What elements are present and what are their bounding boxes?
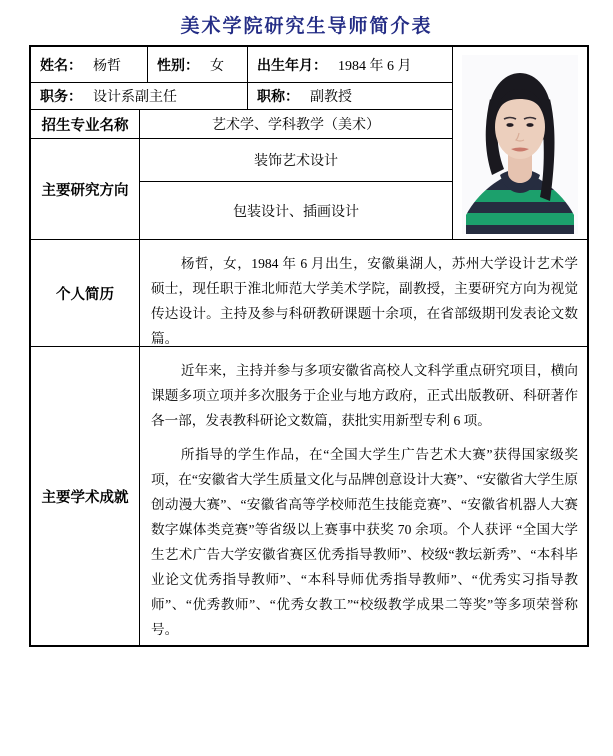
rank-label: 职称：: [257, 90, 299, 105]
birthdate-label: 出生年月：: [257, 58, 327, 74]
gender-cell: [148, 47, 248, 83]
major-label-cell: 招生专业名称: [31, 110, 140, 139]
gender-label: 性别：: [157, 58, 199, 74]
achievements-label-cell: 主要学术成就: [31, 347, 140, 645]
position-cell: [31, 83, 248, 110]
name-cell: [31, 47, 148, 83]
major-value-cell: 艺术学、学科教学（美术）: [140, 110, 453, 139]
gender-value: 女: [210, 58, 224, 74]
research-item-1: 装饰艺术设计: [140, 139, 453, 182]
research-item-2: 包装设计、插画设计: [140, 182, 453, 240]
rank-cell: [248, 83, 453, 110]
name-label: 姓名：: [40, 58, 82, 74]
position-value: 设计系副主任: [93, 90, 177, 105]
achievement-paragraph-1: 近年来，主持并参与多项安徽省高校人文科学重点研究项目，横向课题多项立项并多次服务于企业与地方政府，正式出版教研、科研著作各一部，发表教科研论文数篇，获批实用新型专利 6 项。: [151, 363, 578, 428]
resume-paragraph: 杨哲，女，1984 年 6 月出生，安徽巢湖人，苏州大学设计艺术学硕士，现任职于淮北师范大学美术学院，副教授，主要研究方向为视觉传达设计。主持及参与科研教研课题十余项，在省部级期刊发表论文数篇。: [151, 256, 578, 346]
page-title: 美术学院研究生导师简介表: [180, 16, 433, 37]
name-value: 杨哲: [93, 58, 121, 74]
birthdate-cell: [248, 47, 453, 83]
resume-label-cell: 个人简历: [31, 240, 140, 347]
research-label-cell: 主要研究方向: [31, 139, 140, 240]
supervisor-info-table: [29, 45, 589, 647]
portrait-photo: [462, 55, 578, 234]
achievements-text-cell: [140, 347, 587, 645]
resume-text-cell: [140, 240, 587, 347]
achievement-paragraph-2: 所指导的学生作品，在“全国大学生广告艺术大赛”获得国家级奖项，在“安徽省大学生质量文化与品牌创意设计大赛”、“安徽省大学生原创动漫大赛”、“安徽省高等学校师范生技能竞赛”、“安徽省机器人大赛数字媒体类竞赛”等省级以上赛事中获奖 70 余项。个人获评 “全国大学生艺术广告大学安徽省赛区优秀指导教师”、校级“教坛新秀”、“本科毕业论文优秀指导教师”、“本科导师优秀指导教师”、“优秀实习指导教师”、“优秀教师”、“优秀女教工”“校级教学成果二等奖”等多项荣誉称号。: [151, 447, 578, 637]
birthdate-value: 1984 年 6 月: [338, 58, 412, 74]
rank-value: 副教授: [310, 90, 352, 105]
photo-cell: [453, 47, 587, 240]
position-label: 职务：: [40, 90, 82, 105]
